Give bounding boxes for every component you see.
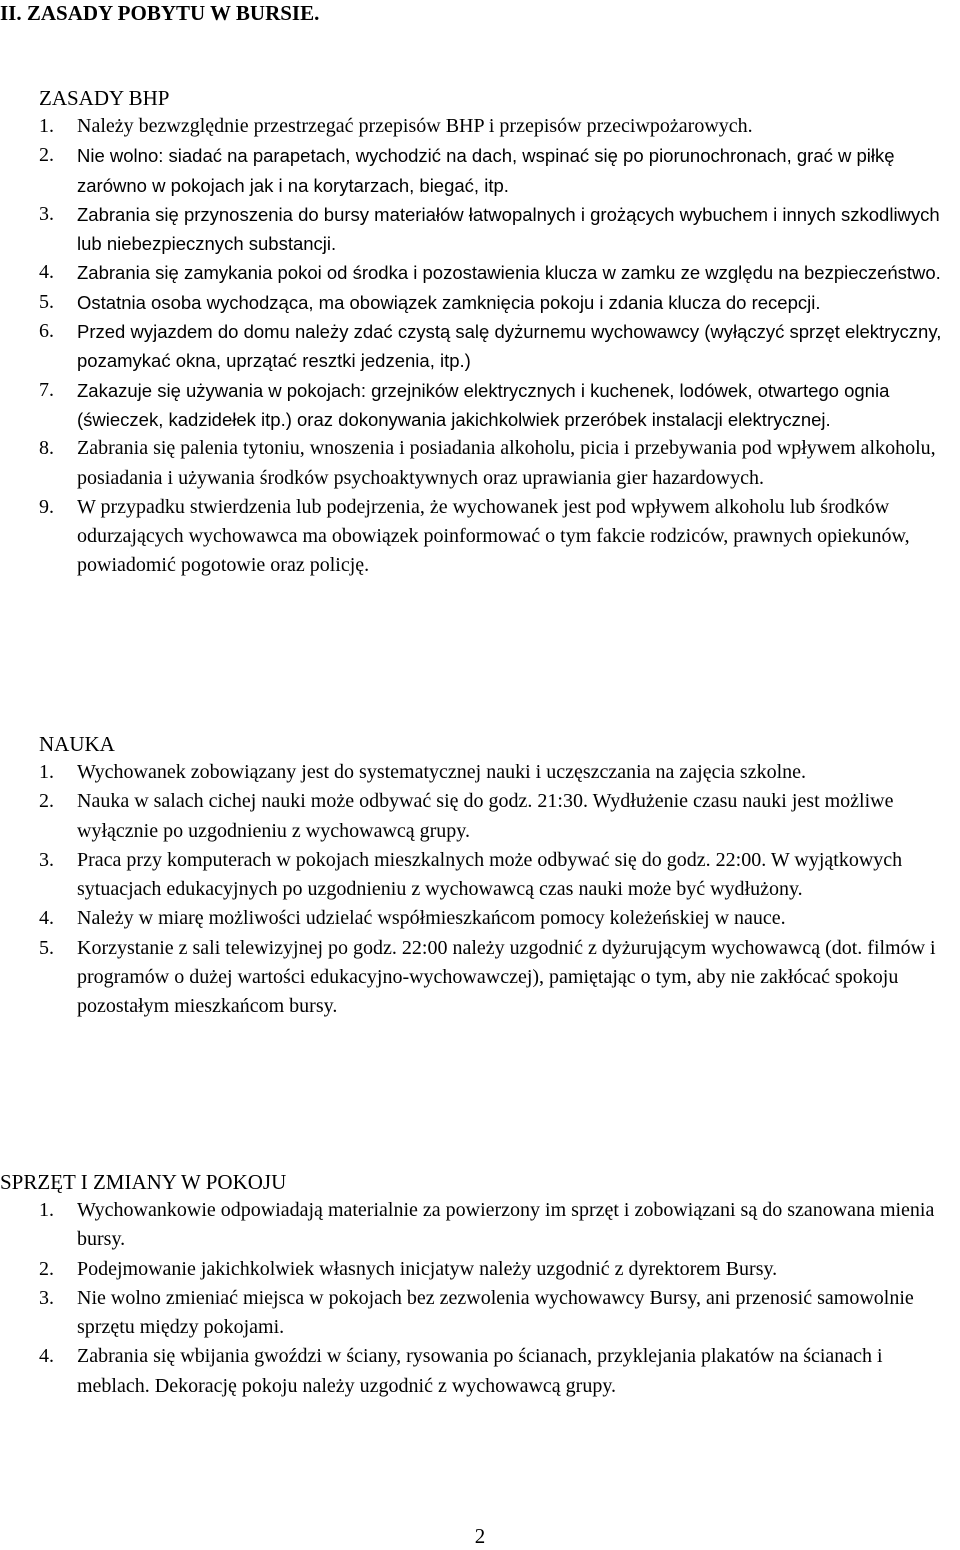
item-number: 1. bbox=[39, 115, 54, 137]
list-item bbox=[0, 787, 960, 846]
item-text: Nauka w salach cichej nauki może odbywać się do godz. 21:30. Wydłużenie czasu nauki jest możliwe wyłącznie po uzgodnieniu z wychowawcą grupy. bbox=[77, 790, 894, 842]
section-nauka bbox=[0, 730, 960, 1022]
item-number: 9. bbox=[39, 495, 54, 518]
item-number: 4. bbox=[39, 1345, 54, 1368]
item-number: 4. bbox=[39, 907, 54, 930]
item-text: Korzystanie z sali telewizyjnej po godz. 22:00 należy uzgodnić z dyżurującym wychowawcą (dot. filmów i programów o dużej wartości edukacyjno-wychowawczej), pamiętając o tym, aby nie zakłócać spokoju pozostałym mieszkańcom bursy. bbox=[77, 936, 936, 1018]
item-number: 3. bbox=[39, 848, 54, 871]
item-number: 5. bbox=[39, 290, 54, 313]
section-heading: SPRZĘT I ZMIANY W POKOJU bbox=[0, 1170, 287, 1194]
item-number: 6. bbox=[39, 320, 54, 343]
item-number: 2. bbox=[39, 790, 54, 813]
item-text: Praca przy komputerach w pokojach mieszkalnych może odbywać się do godz. 22:00. W wyjątkowych sytuacjach edukacyjnych po uzgodnieniu z wychowawcą czas nauki może być wydłużony. bbox=[77, 848, 903, 901]
list-item bbox=[0, 258, 960, 287]
item-number: 3. bbox=[39, 202, 54, 225]
list-item bbox=[0, 1284, 960, 1343]
section-heading: NAUKA bbox=[39, 732, 115, 756]
item-number: 1. bbox=[39, 1199, 54, 1221]
list-item bbox=[0, 141, 960, 200]
section-sprzet bbox=[0, 1168, 960, 1401]
page-number: 2 bbox=[474, 1524, 486, 1548]
item-number: 2. bbox=[39, 144, 54, 167]
item-text: Podejmowanie jakichkolwiek własnych inicjatyw należy uzgodnić z dyrektorem Bursy. bbox=[77, 1257, 778, 1280]
rule-list bbox=[0, 112, 960, 581]
item-text: Nie wolno: siadać na parapetach, wychodzić na dach, wspinać się po piorunochronach, grać w piłkę zarówno w pokojach jak i na korytarzach, biegać, itp. bbox=[77, 145, 895, 196]
list-item bbox=[0, 317, 960, 376]
item-text: Ostatnia osoba wychodząca, ma obowiązek zamknięcia pokoju i zdania klucza do recepcji. bbox=[77, 291, 821, 313]
list-item bbox=[0, 493, 960, 581]
list-item bbox=[0, 758, 960, 787]
list-item bbox=[0, 1196, 960, 1255]
item-text: Zabrania się wbijania gwoździ w ściany, rysowania po ścianach, przyklejania plakatów na ścianach i meblach. Dekorację pokoju należy uzgodnić z wychowawcą grupy. bbox=[77, 1345, 883, 1397]
item-text: Zabrania się palenia tytoniu, wnoszenia i posiadania alkoholu, picia i przebywania pod wpływem alkoholu, posiadania i używania środków psychoaktywnych oraz uprawiania gier hazardowych. bbox=[77, 437, 936, 489]
list-item bbox=[0, 1342, 960, 1401]
item-text: Przed wyjazdem do domu należy zdać czystą salę dyżurnemu wychowawcy (wyłączyć sprzęt elektryczny, pozamykać okna, uprzątać resztki jedzenia, itp.) bbox=[77, 321, 942, 372]
list-item bbox=[0, 934, 960, 1022]
item-text: Nie wolno zmieniać miejsca w pokojach bez zezwolenia wychowawcy Bursy, ani przenosić samowolnie sprzętu między pokojami. bbox=[77, 1286, 914, 1339]
item-number: 7. bbox=[39, 378, 54, 401]
section-bhp bbox=[0, 84, 960, 581]
item-number: 3. bbox=[39, 1286, 54, 1309]
rule-list bbox=[0, 1196, 960, 1401]
item-text: Zabrania się zamykania pokoi od środka i pozostawienia klucza w zamku ze względu na bezpieczeństwo. bbox=[77, 262, 941, 284]
item-text: Wychowankowie odpowiadają materialnie za powierzony im sprzęt i zobowiązani są do szanowana mienia bursy. bbox=[77, 1199, 935, 1251]
item-text: Należy bezwzględnie przestrzegać przepisów BHP i przepisów przeciwpożarowych. bbox=[77, 115, 753, 137]
item-text: Należy w miarę możliwości udzielać współmieszkańcom pomocy koleżeńskiej w nauce. bbox=[77, 907, 786, 930]
item-number: 1. bbox=[39, 761, 54, 783]
item-text: Wychowanek zobowiązany jest do systematycznej nauki i uczęszczania na zajęcia szkolne. bbox=[77, 761, 807, 783]
item-number: 2. bbox=[39, 1257, 54, 1280]
item-number: 5. bbox=[39, 936, 54, 959]
section-heading: ZASADY BHP bbox=[39, 86, 170, 110]
item-text: Zakazuje się używania w pokojach: grzejników elektrycznych i kuchenek, lodówek, otwartego ognia (świeczek, kadzidełek itp.) oraz dokonywania jakichkolwiek przeróbek instalacji elektrycznej. bbox=[77, 379, 890, 430]
item-text: W przypadku stwierdzenia lub podejrzenia, że wychowanek jest pod wpływem alkoholu lub środków odurzających wychowawca ma obowiązek poinformować o tym fakcie rodziców, prawnych opiekunów, powiadomić pogotowie oraz policję. bbox=[77, 495, 910, 577]
list-item bbox=[0, 846, 960, 905]
list-item bbox=[0, 112, 960, 141]
rule-list bbox=[0, 758, 960, 1022]
list-item bbox=[0, 200, 960, 259]
item-number: 4. bbox=[39, 261, 54, 284]
list-item bbox=[0, 288, 960, 317]
item-number: 8. bbox=[39, 437, 54, 460]
list-item bbox=[0, 434, 960, 493]
list-item bbox=[0, 904, 960, 933]
list-item bbox=[0, 376, 960, 435]
document-title: II. ZASADY POBYTU W BURSIE. bbox=[0, 1, 320, 25]
list-item bbox=[0, 1255, 960, 1284]
item-text: Zabrania się przynoszenia do bursy materiałów łatwopalnych i grożących wybuchem i innych szkodliwych lub niebezpiecznych substancji. bbox=[77, 203, 940, 255]
